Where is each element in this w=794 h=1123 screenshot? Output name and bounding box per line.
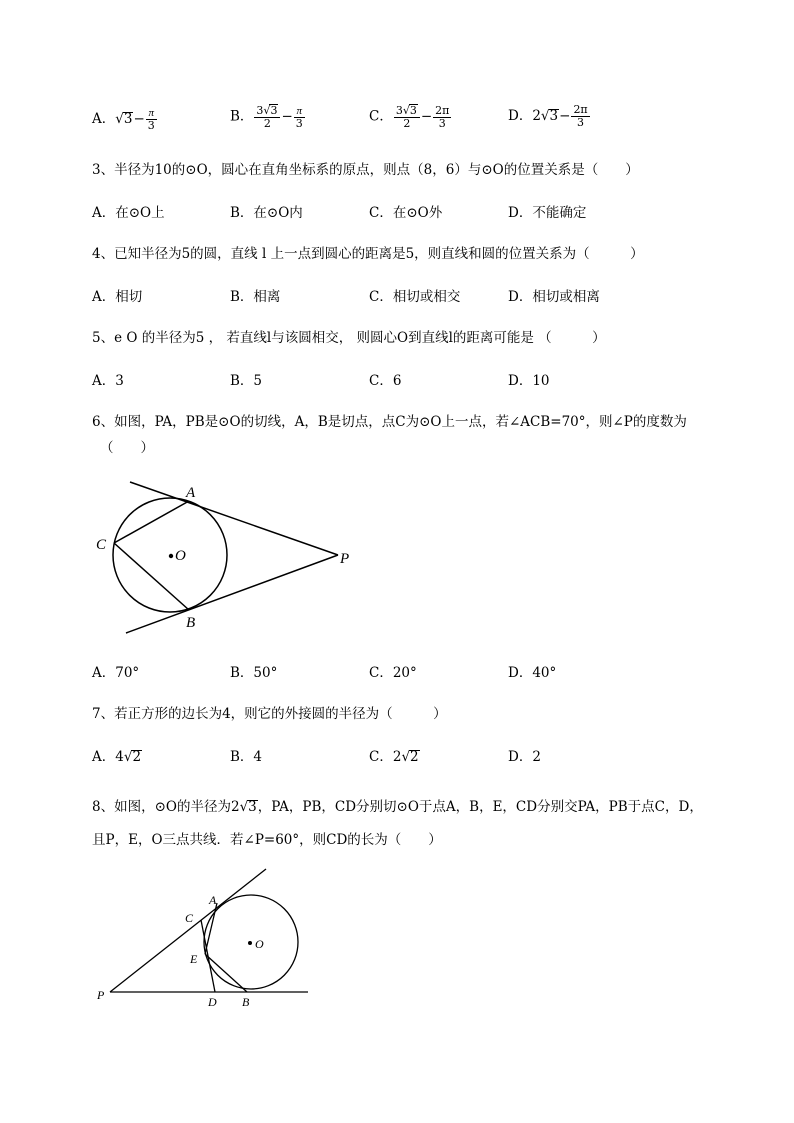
q6-figure [90,470,370,640]
q8-stem-line2: 且P，E，O三点共线．若∠P=60°，则CD的长为（ ） [92,832,442,848]
q4-stem: 4、已知半径为5的圆，直线 l 上一点到圆心的距离是5，则直线和圆的位置关系为（ ） [92,246,644,262]
q6-option-c: C．20° [369,665,417,681]
q8-stem-line1: 8、如图，⊙O的半径为2√3，PA，PB，CD分别切⊙O于点A，B，E，CD分别交PA，PB于点C，D， [92,799,703,815]
q6-option-b: B．50° [230,665,278,681]
q4-option-b: B．相离 [230,289,281,305]
q7-option-a: A．4√2 [92,749,142,765]
q8-label-e: E [190,952,198,966]
q8-label-c: C [185,911,194,925]
q4-option-c: C．相切或相交 [369,289,461,305]
q3-option-a: A．在⊙O上 [92,205,165,221]
q4-option-a: A．相切 [92,289,143,305]
q6-label-a: A [186,485,196,501]
q3-option-d: D．不能确定 [508,205,587,221]
q6-label-c: C [96,537,107,553]
q3-option-c: C．在⊙O外 [369,205,443,221]
q7-option-b: B．4 [230,749,263,765]
q5-stem: 5、e O 的半径为5 ， 若直线l与该圆相交， 则圆心O到直线l的距离可能是 （ ） [92,330,606,346]
q5-option-a: A．3 [92,373,124,389]
q2-option-b: B． $\frac{3√3}{2}$ − $\frac{\pi}{3}$ [230,104,303,130]
q8-label-d: D [208,995,217,1009]
q6-stem-line2: （ ） [100,440,154,456]
q6-stem-line1: 6、如图，PA，PB是⊙O的切线，A，B是切点，点C为⊙O上一点，若∠ACB=70°，则∠P的度数为 [92,414,687,430]
q2-option-c: C． $\frac{3√3}{2}$ − $\frac{2\pi}{3}$ [369,103,450,130]
q8-label-b: B [242,995,250,1009]
q5-option-b: B．5 [230,373,263,389]
q7-option-d: D．2 [508,749,541,765]
q8-figure [90,862,320,1012]
q6-option-d: D．40° [508,665,557,681]
q5-option-c: C．6 [369,373,402,389]
q8-label-p: P [97,988,105,1002]
q6-label-p: P [340,551,350,567]
q6-label-b: B [186,615,196,631]
q7-option-c: C．2√2 [369,749,419,765]
q6-label-o: O [175,548,186,564]
q7-stem: 7、若正方形的边长为4，则它的外接圆的半径为（ ） [92,706,447,722]
q2-option-d: D．2√3− $\frac{2\pi}{3}$ [508,103,588,129]
q4-option-d: D．相切或相离 [508,289,600,305]
q3-stem: 3、半径为10的⊙O，圆心在直角坐标系的原点，则点（8，6）与⊙O的位置关系是（ ） [92,162,639,178]
q6-option-a: A．70° [92,665,140,681]
q8-label-a: A [209,893,217,907]
q8-label-o: O [255,937,264,951]
q2-option-a: A．√3− $\frac{\pi}{3}$ [92,107,155,132]
q3-option-b: B．在⊙O内 [230,205,303,221]
q5-option-d: D．10 [508,373,550,389]
